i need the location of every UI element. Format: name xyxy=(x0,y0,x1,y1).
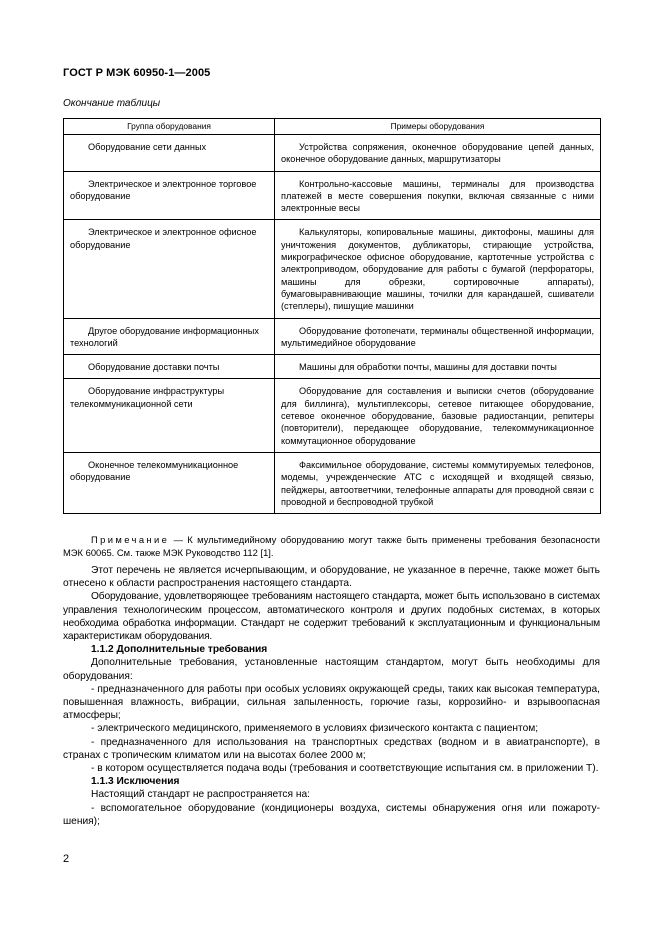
equipment-group-cell: Оборудование сети данных xyxy=(64,135,275,172)
list-item: - электрического медицинского, применяемого в условиях физического контакта с пациентом; xyxy=(91,723,539,735)
equipment-group-cell: Оконечное телекоммуникационное оборудование xyxy=(64,452,275,513)
table-row xyxy=(64,318,601,355)
equipment-examples-cell: Калькуляторы, копировальные машины, диктофоны, машины для уничтожения документов, дубликаторы, стирающие устройства, микрографическое офисное оборудование, картотечные устройства с электроприводом, оборудование для работы с бумагой (перфораторы, машины для обрезки, сортировочные аппараты), бумаговыравнивающие машины, точилки для карандашей, сшиватели (степлеры), пишущие машинки xyxy=(275,220,601,318)
list-item: - предназначенного для работы при особых условиях окружающей среды, таких как высокая температура, повышенная влажность, вибрации, сильная запыленность, горючие газы, коррозийно- и взрывоопасная атмосферы; xyxy=(63,683,600,722)
equipment-examples-cell: Факсимильное оборудование, системы коммутируемых телефонов, модемы, учрежденческие АТС с исходящей и входящей связью, пейджеры, автоответчики, телефонные аппараты для проводной связи с проводной и беспроводной трубкой xyxy=(275,452,601,513)
paragraph: Этот перечень не является исчерпывающим, и оборудование, не указанное в перечне, также может быть отнесено к области распространения настоящего стандарта. xyxy=(63,565,600,590)
equipment-group-cell: Другое оборудование информационных технологий xyxy=(64,318,275,355)
body-text xyxy=(63,564,600,828)
table-row xyxy=(64,379,601,452)
equipment-examples-cell: Контрольно-кассовые машины, терминалы для производства платежей в месте совершения покупки, включая связанные с ними электронные весы xyxy=(275,171,601,220)
list-item: - вспомогательное оборудование (кондиционеры воздуха, системы обнаружения огня или пожаротушения); xyxy=(63,802,600,827)
table-note xyxy=(63,533,600,560)
equipment-examples-cell: Машины для обработки почты, машины для доставки почты xyxy=(275,355,601,379)
list-item: - предназначенного для использования на транспортных средствах (водном и в авиатранспорте), в странах с тропическим климатом или на высотах более 2000 м; xyxy=(63,736,600,761)
equipment-examples-cell: Оборудование фотопечати, терминалы общественной информации, мультимедийное оборудование xyxy=(275,318,601,355)
column-header-group: Группа оборудования xyxy=(64,119,275,135)
table-row xyxy=(64,355,601,379)
table-row xyxy=(64,171,601,220)
equipment-group-cell: Оборудование инфраструктуры телекоммуникационной сети xyxy=(64,379,275,452)
equipment-examples-cell: Устройства сопряжения, оконечное оборудование цепей данных, оконечное оборудование данных, маршрутизаторы xyxy=(275,135,601,172)
equipment-table xyxy=(63,118,601,514)
equipment-group-cell: Электрическое и электронное торговое оборудование xyxy=(64,171,275,220)
note-label: Примечание xyxy=(91,534,170,545)
table-header-row xyxy=(64,119,601,135)
equipment-group-cell: Оборудование доставки почты xyxy=(64,355,275,379)
table-row xyxy=(64,220,601,318)
table-row xyxy=(64,452,601,513)
equipment-group-cell: Электрическое и электронное офисное оборудование xyxy=(64,220,275,318)
list-item: - в котором осуществляется подача воды (требования и соответствующие испытания см. в приложении Т). xyxy=(91,763,599,775)
section-heading-1-1-2: 1.1.2 Дополнительные требования xyxy=(91,644,268,656)
equipment-examples-cell: Оборудование для составления и выписки счетов (оборудование для биллинга), мультиплексоры, сетевое питающее оборудование, сетевое оконечное оборудование, базовые радиостанции, репитеры (повторители), передающее оборудование, телекоммуникационное коммутационное оборудование xyxy=(275,379,601,452)
section-heading-1-1-3: 1.1.3 Исключения xyxy=(91,776,180,788)
note-text: — К мультимедийному оборудованию могут также быть применены требования безопасности МЭК 60065. См. также МЭК Руководство 112 [1]. xyxy=(63,534,600,559)
table-row xyxy=(64,135,601,172)
document-code-header: ГОСТ Р МЭК 60950-1—2005 xyxy=(63,67,211,79)
page-number: 2 xyxy=(63,853,70,865)
paragraph: Дополнительные требования, установленные настоящим стандартом, могут быть необходимы для оборудования: xyxy=(63,657,600,682)
paragraph: Оборудование, удовлетворяющее требованиям настоящего стандарта, может быть использовано в системах управления технологическим процессом, автоматического контроля и других подобных системах, в которых необходима обработка информации. Стандарт не содержит требований к эксплуатационным и функциональным характеристикам оборудования. xyxy=(63,591,600,643)
paragraph: Настоящий стандарт не распространяется на: xyxy=(91,789,311,801)
column-header-examples: Примеры оборудования xyxy=(275,119,601,135)
table-caption: Окончание таблицы xyxy=(63,98,161,109)
